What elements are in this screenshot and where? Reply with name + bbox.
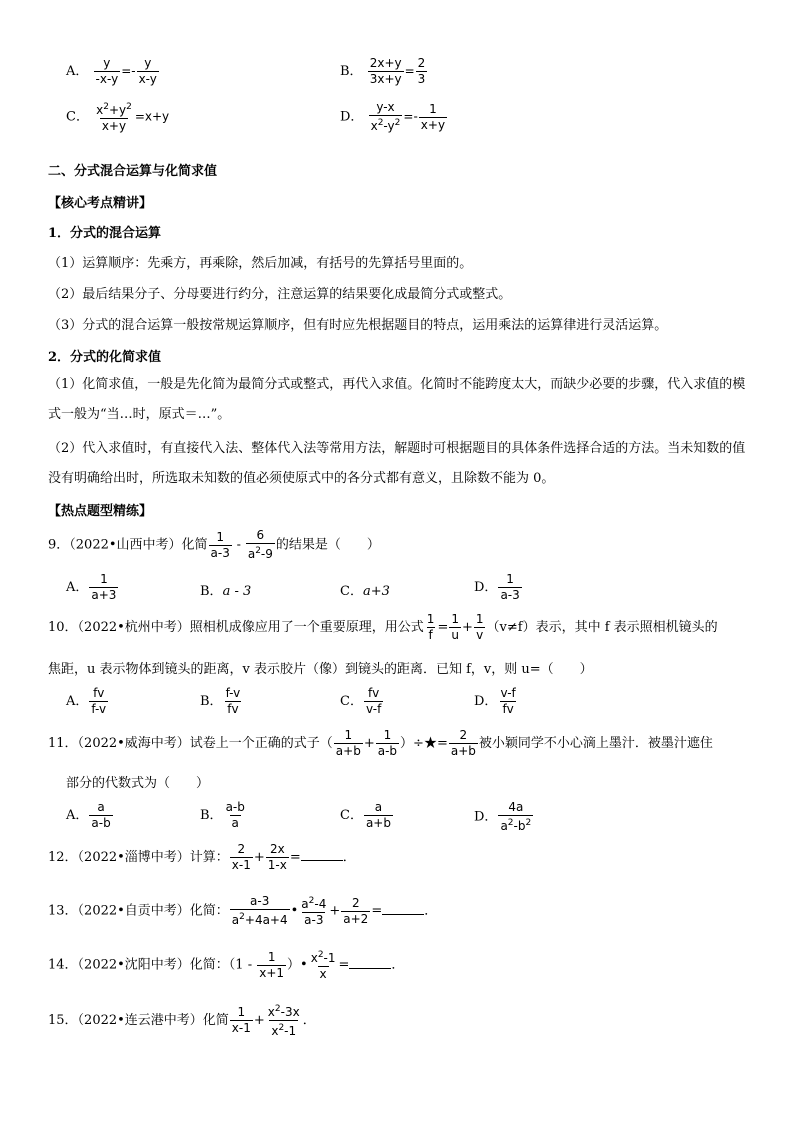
fraction: $\frac{fv}{f-v}$ — [91, 686, 107, 716]
fraction: $\frac{1}{f}$ — [426, 612, 435, 642]
rule-item: （1）运算顺序：先乘方，再乘除，然后加减，有括号的先算括号里面的。 — [48, 256, 473, 271]
rule-item: （2）最后结果分子、分母要进行约分，注意运算的结果要化成最简分式或整式。 — [48, 287, 512, 302]
fraction: $\frac{2}{a+b}$ — [450, 728, 476, 758]
fraction: $\frac{1}{a+b}$ — [335, 728, 361, 758]
fraction: $\frac{2x+y}{3x+y}$ — [369, 56, 402, 86]
answer-blank[interactable] — [349, 956, 391, 969]
fraction: $\frac{4a}{a^2-b^2}$ — [500, 800, 532, 833]
fraction: $\frac{f-v}{fv}$ — [225, 686, 241, 716]
option-b-prev: B． $\frac{2x+y}{3x+y}$ = $\frac{2}{3}$ — [340, 56, 426, 86]
fraction: $\frac{1}{x+1}$ — [259, 949, 285, 980]
question-15: 15．（2022•连云港中考）化简 $\frac{1}{x-1}$ + $\frac{x^2-3x}{x^2-1}$ ． — [48, 1004, 316, 1038]
option-c-prev: C． $\frac{x^2+y^2}{x+y}$ =x+y — [66, 102, 170, 133]
q9-option-a: A． $\frac{1}{a+3}$ — [66, 572, 117, 602]
fraction: $\frac{1}{v}$ — [475, 612, 484, 642]
fraction: $\frac{1}{a-3}$ — [210, 529, 230, 560]
fraction: $\frac{1}{u}$ — [451, 612, 459, 642]
practice-heading: 【热点题型精练】 — [48, 504, 153, 519]
rule-item: （3）分式的混合运算一般按常规运算顺序，但有时应先根据题目的特点，运用乘法的运算律进行灵活运算。 — [48, 318, 668, 333]
fraction: $\frac{2}{3}$ — [417, 56, 426, 86]
question-9: 9．（2022•山西中考）化简 $\frac{1}{a-3}$ - $\frac{6}{a^2-9}$ 的结果是（ ） — [48, 528, 380, 561]
q10-option-a: A． $\frac{fv}{f-v}$ — [66, 686, 107, 716]
q10-option-d: D． $\frac{v-f}{fv}$ — [474, 686, 516, 716]
q10-option-c: C． $\frac{fv}{v-f}$ — [340, 686, 382, 716]
option-d-prev: D． $\frac{y-x}{x^2-y^2}$ =- $\frac{1}{x+y}$ — [340, 100, 446, 133]
fraction: $\frac{1}{a-b}$ — [377, 728, 398, 758]
q11-option-d: D． $\frac{4a}{a^2-b^2}$ — [474, 800, 532, 833]
fraction: $\frac{y}{x-y}$ — [138, 56, 157, 86]
fraction: $\frac{a-b}{a}$ — [225, 800, 245, 830]
question-10-line2: 焦距，u 表示物体到镜头的距离，v 表示胶片（像）到镜头的距离．已知 f，v，则 u=（ ） — [48, 662, 593, 677]
rule-paragraph: （1）化简求值，一般是先化简为最简分式或整式，再代入求值。化简时不能跨度太大，而缺少必要的步骤，代入求值的模式一般为“当…时，原式＝…”。 — [48, 377, 746, 422]
fraction: $\frac{2}{x-1}$ — [231, 842, 251, 872]
question-14: 14．（2022•沈阳中考）化简：（1 - $\frac{1}{x+1}$ ）• $\frac{x^2-1}{x}$ = ． — [48, 949, 405, 981]
subsection-title: 2．分式的化简求值 — [48, 350, 162, 365]
question-11: 11．（2022•威海中考）试卷上一个正确的式子（ $\frac{1}{a+b}$ + $\frac{1}{a-b}$ ）÷★= $\frac{2}{a+b}$ 被小颖同学不小心滴上墨汁．被墨汁遮住 — [48, 728, 713, 758]
q9-option-c: C．a+3 — [340, 584, 390, 599]
fraction: $\frac{2x}{1-x}$ — [267, 842, 287, 872]
fraction: $\frac{x^2-3x}{x^2-1}$ — [267, 1004, 300, 1038]
fraction: $\frac{y-x}{x^2-y^2}$ — [370, 100, 401, 133]
q9-option-d: D． $\frac{1}{a-3}$ — [474, 572, 520, 602]
answer-blank[interactable] — [382, 902, 424, 915]
q11-option-c: C． $\frac{a}{a+b}$ — [340, 800, 391, 830]
fraction: $\frac{1}{a-3}$ — [500, 572, 520, 602]
q11-option-b: B． $\frac{a-b}{a}$ — [200, 800, 245, 830]
fraction: $\frac{1}{a+3}$ — [91, 572, 117, 602]
core-heading: 【核心考点精讲】 — [48, 196, 153, 211]
fraction: $\frac{a^2-4}{a-3}$ — [301, 896, 327, 927]
subsection-title: 1．分式的混合运算 — [48, 226, 162, 241]
q9-option-b: B．a - 3 — [200, 584, 252, 599]
question-10: 10．（2022•杭州中考）照相机成像应用了一个重要原理，用公式 $\frac{1}{f}$ = $\frac{1}{u}$ + $\frac{1}{v}$ （v≠f）表示，其中 f 表示照相机镜头的 — [48, 612, 718, 642]
question-11-line2: 部分的代数式为（ ） — [66, 776, 210, 791]
fraction: $\frac{1}{x+y}$ — [420, 101, 446, 132]
fraction: $\frac{v-f}{fv}$ — [500, 686, 516, 716]
section-title: 二、分式混合运算与化简求值 — [48, 164, 218, 179]
option-a-prev: A． $\frac{y}{-x-y}$ =- $\frac{y}{x-y}$ — [66, 56, 157, 86]
fraction: $\frac{y}{-x-y}$ — [95, 56, 119, 86]
question-12: 12．（2022•淄博中考）计算： $\frac{2}{x-1}$ + $\frac{2x}{1-x}$ = ． — [48, 842, 356, 872]
fraction: $\frac{1}{x-1}$ — [231, 1005, 251, 1035]
answer-blank[interactable] — [301, 848, 343, 861]
rule-paragraph: （2）代入求值时，有直接代入法、整体代入法等常用方法，解题时可根据题目的具体条件选择合适的方法。当未知数的值没有明确给出时，所选取未知数的值必须使原式中的各分式都有意义，且除数不能为 0。 — [48, 441, 746, 486]
fraction: $\frac{fv}{v-f}$ — [365, 686, 382, 716]
question-13: 13．（2022•自贡中考）化简： $\frac{a-3}{a^2+4a+4}$ • $\frac{a^2-4}{a-3}$ + $\frac{2}{a+2}$ = ． — [48, 894, 438, 927]
fraction: $\frac{a-3}{a^2+4a+4}$ — [231, 894, 288, 927]
fraction: $\frac{x^2-1}{x}$ — [310, 950, 336, 981]
fraction: $\frac{6}{a^2-9}$ — [247, 528, 273, 561]
q11-option-a: A． $\frac{a}{a-b}$ — [66, 800, 111, 830]
q10-option-b: B． $\frac{f-v}{fv}$ — [200, 686, 241, 716]
fraction: $\frac{a}{a-b}$ — [91, 800, 111, 830]
fraction: $\frac{2}{a+2}$ — [343, 895, 369, 926]
fraction: $\frac{a}{a+b}$ — [365, 800, 391, 830]
fraction: $\frac{x^2+y^2}{x+y}$ — [96, 102, 132, 133]
